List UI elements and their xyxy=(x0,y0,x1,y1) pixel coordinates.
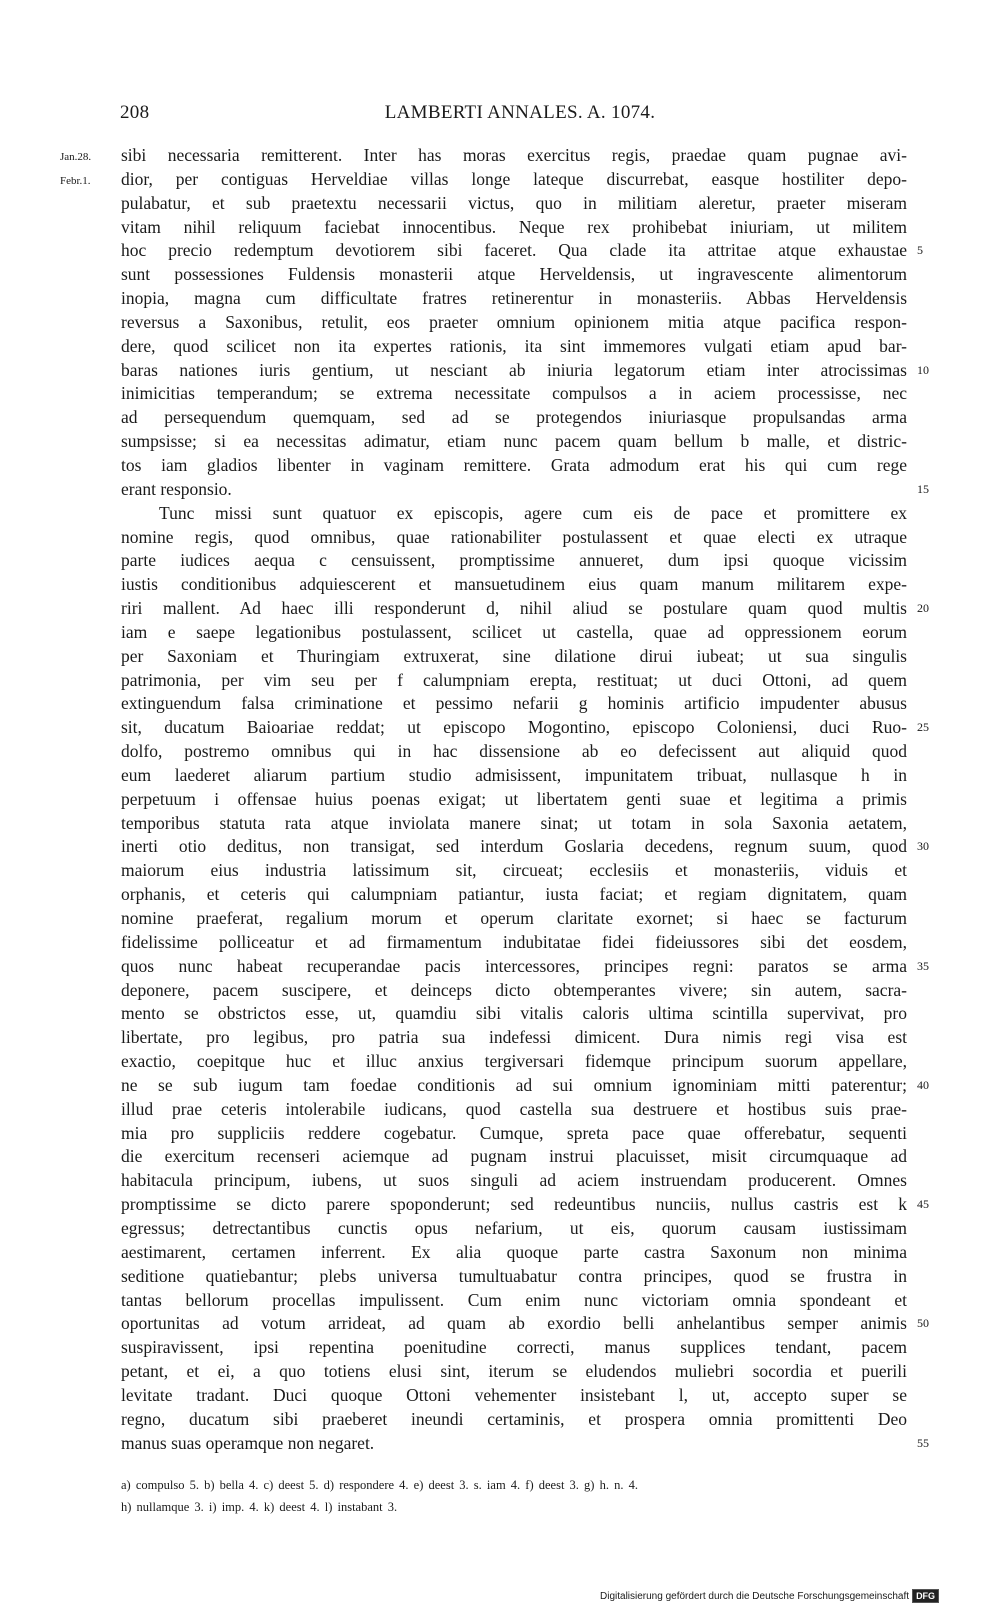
text-line xyxy=(121,597,929,621)
text-line xyxy=(121,955,929,979)
text-line xyxy=(121,478,929,502)
text-line xyxy=(121,526,907,550)
text-line-content: dolfo, postremo omnibus qui in hac dissensione ab eo defecissent aut aliquid quod xyxy=(121,741,907,762)
text-line xyxy=(121,1408,907,1432)
line-number: 20 xyxy=(917,601,929,616)
text-line-content: iustis conditionibus adquiescerent et mansuetudinem eius quam manum militarem expe- xyxy=(121,574,907,595)
text-line xyxy=(121,1074,929,1098)
text-line xyxy=(121,502,907,526)
text-line xyxy=(121,406,907,430)
text-line-content: maiorum eius industria latissimum sit, circueat; ecclesiis et monasteriis, viduis et xyxy=(121,860,907,881)
text-line xyxy=(121,1122,907,1146)
text-line-content: reversus a Saxonibus, retulit, eos praeter omnium opinionem mitia atque pacifica respon- xyxy=(121,311,907,332)
text-line-content: eum laederet aliarum partium studio admisissent, impunitatem tribuat, nullasque h in xyxy=(121,764,907,785)
text-line xyxy=(121,1026,907,1050)
text-line xyxy=(121,382,907,406)
text-line-content: erant responsio. xyxy=(121,478,232,499)
text-line-content: deponere, pacem suscipere, et deinceps dicto obtemperantes vivere; sin autem, sacra- xyxy=(121,979,907,1000)
text-line xyxy=(121,1145,907,1169)
text-line-content: iam e saepe legationibus postulassent, scilicet ut castella, quae ad oppressionem eorum xyxy=(121,621,907,642)
footnotes xyxy=(121,1474,911,1518)
margin-date: Jan.28. xyxy=(60,151,92,163)
text-line xyxy=(121,430,907,454)
text-line xyxy=(121,168,907,192)
line-number: 50 xyxy=(917,1316,929,1331)
text-line-content: perpetuum i offensae huius poenas exigat; ut libertatem genti suae et legitima a primis xyxy=(121,788,907,809)
text-line-content: pulabatur, et sub praetextu necessarii victus, quo in militiam aleretur, praeter miseram xyxy=(121,192,907,213)
text-line xyxy=(121,1169,907,1193)
text-line xyxy=(121,859,907,883)
running-header xyxy=(120,102,920,132)
line-number: 30 xyxy=(917,839,929,854)
text-line-content: tos iam gladios libenter in vaginam remittere. Grata admodum erat his qui cum rege xyxy=(121,454,907,475)
text-line xyxy=(121,192,907,216)
text-line-content: sunt possessiones Fuldensis monasterii atque Herveldensis, ut ingravescente alimentorum xyxy=(121,264,907,285)
text-line xyxy=(121,1193,929,1217)
text-line xyxy=(121,764,907,788)
line-number: 15 xyxy=(917,481,929,496)
text-line-content: sibi necessaria remitterent. Inter has moras exercitus regis, praedae quam pugnae avi- xyxy=(121,145,907,165)
text-line xyxy=(121,454,907,478)
text-line-content: fidelissime polliceatur et ad firmamentum indubitatae fidei fideiussores sibi det eosdem, xyxy=(121,931,907,952)
text-line-content: promptissime se dicto parere spoponderunt; sed redeuntibus nunciis, nullus castris est k xyxy=(121,1194,907,1215)
line-number: 55 xyxy=(917,1435,929,1450)
footnote-line: h) nullamque 3. i) imp. 4. k) deest 4. l) instabant 3. xyxy=(121,1500,398,1514)
text-line xyxy=(121,1432,929,1456)
text-line xyxy=(121,549,907,573)
text-line xyxy=(121,1217,907,1241)
text-line-content: baras nationes iuris gentium, ut nesciant ab iniuria legatorum etiam inter atrocissimas xyxy=(121,359,907,380)
text-line-content: extinguendum falsa criminatione et pessimo nefarii g hominis artificio impudenter abusus xyxy=(121,693,907,714)
text-line-content: hoc precio redemptum devotiorem sibi faceret. Qua clade ita attritae atque exhaustae xyxy=(121,240,907,261)
line-number: 10 xyxy=(917,362,929,377)
text-line-content: egressus; detrectantibus cunctis opus nefarium, ut eis, quorum causam iustissimam xyxy=(121,1217,907,1238)
text-line xyxy=(121,1336,907,1360)
text-line xyxy=(121,573,907,597)
text-line xyxy=(121,1312,929,1336)
text-line-content: illud prae ceteris intolerabile iudicans, quod castella sua destruere et hostibus suis prae- xyxy=(121,1098,907,1119)
text-line xyxy=(121,835,929,859)
line-number: 25 xyxy=(917,720,929,735)
text-line-content: ne se sub iugum tam foedae conditionis ad sui omnium ignominiam mitti paterentur; xyxy=(121,1074,907,1095)
line-number: 5 xyxy=(917,243,923,258)
text-line-content: per Saxoniam et Thuringiam extruxerat, sine dilatione dirui iubeat; ut sua singulis xyxy=(121,645,907,666)
text-line-content: ad persequendum quemquam, sed ad se protegendos iniuriasque propulsandas arma xyxy=(121,407,907,428)
text-line xyxy=(121,263,907,287)
text-line-content: riri mallent. Ad haec illi responderunt d, nihil aliud se postulare quam quod multis xyxy=(121,598,907,619)
text-line-content: aestimarent, certamen inferrent. Ex alia quoque parte castra Saxonum non minima xyxy=(121,1241,907,1262)
text-line xyxy=(121,692,907,716)
text-line-content: levitate tradant. Duci quoque Ottoni vehementer insistebant l, ut, accepto super se xyxy=(121,1384,907,1405)
main-text xyxy=(121,144,929,1455)
text-line-content: dior, per contiguas Herveldiae villas longe lateque discurrebat, easque hostiliter depo- xyxy=(121,168,907,189)
text-line xyxy=(121,812,907,836)
text-line-content: exactio, coepitque huc et illuc anxius tergiversari fidemque principum suorum appellare, xyxy=(121,1051,907,1072)
line-number: 40 xyxy=(917,1077,929,1092)
text-line-content: nomine praeferat, regalium morum et operum claritate exornet; si haec se facturum xyxy=(121,908,907,928)
dfg-logo: DFG xyxy=(912,1589,939,1603)
footer-credit xyxy=(600,1589,939,1603)
text-line xyxy=(121,1002,907,1026)
text-line-content: habitacula principum, iubens, ut suos singuli ad aciem instruendam producerent. Omnes xyxy=(121,1170,907,1191)
text-line-content: libertate, pro legibus, pro patria sua indefessi dimicent. Dura nimis regi visa est xyxy=(121,1027,907,1048)
text-line xyxy=(121,979,907,1003)
text-line xyxy=(121,1360,907,1384)
text-line-content: mento se obstrictos esse, ut, quamdiu sibi vitalis caloris ultima scintilla supervivat, pro xyxy=(121,1003,907,1024)
text-line-content: regno, ducatum sibi praeberet ineundi certaminis, et prospera omnia promittenti Deo xyxy=(121,1408,907,1429)
text-line-content: mia pro suppliciis reddere cogebatur. Cumque, spreta pace quae offerebatur, sequenti xyxy=(121,1122,907,1143)
text-line xyxy=(121,931,907,955)
text-line xyxy=(121,740,907,764)
text-line-content: inerti otio deditus, non transigat, sed interdum Goslaria decedens, regnum suum, quod xyxy=(121,836,907,857)
text-line xyxy=(121,287,907,311)
text-line-content: orphanis, et ceteris qui calumpniam patiantur, iusta faciat; et regiam dignitatem, quam xyxy=(121,884,907,905)
text-line xyxy=(121,1289,907,1313)
text-line-content: inimicitias temperandum; se extrema necessitate compulsos a in aciem processisse, nec xyxy=(121,383,907,404)
text-line xyxy=(121,335,907,359)
line-number: 35 xyxy=(917,958,929,973)
text-line xyxy=(121,311,907,335)
text-line-content: petant, et ei, a quo totiens elusi sint, iterum se eludendos muliebri socordia et puerili xyxy=(121,1361,907,1382)
footer-text: Digitalisierung gefördert durch die Deutsche Forschungsgemeinschaft xyxy=(600,1591,910,1602)
text-line-content: vitam nihil reliquum faciebat innocentibus. Neque rex prohibebat iniuriam, ut militem xyxy=(121,216,907,237)
text-line-content: manus suas operamque non negaret. xyxy=(121,1432,375,1453)
text-line-content: inopia, magna cum difficultate fratres retinerentur in monasteriis. Abbas Herveldensis xyxy=(121,288,907,309)
text-line xyxy=(121,907,907,931)
text-line xyxy=(121,669,907,693)
text-line xyxy=(121,359,929,383)
page-number: 208 xyxy=(120,102,150,123)
text-line xyxy=(121,216,907,240)
text-line-content: suspiravissent, ipsi repentina poenitudine correcti, manus supplices tendant, pacem xyxy=(121,1337,907,1358)
text-line xyxy=(121,645,907,669)
text-line-content: oportunitas ad votum arrideat, ad quam ab exordio belli anhelantibus semper animis xyxy=(121,1313,907,1334)
line-number: 45 xyxy=(917,1197,929,1212)
running-title: LAMBERTI ANNALES. A. 1074. xyxy=(384,102,656,123)
text-line xyxy=(121,1241,907,1265)
text-line xyxy=(121,1265,907,1289)
text-line xyxy=(121,1384,907,1408)
text-line-content: temporibus statuta rata atque inviolata manere sinat; ut totam in sola Saxonia aetatem, xyxy=(121,812,907,833)
text-line-content: sumpsisse; si ea necessitas adimatur, etiam nunc pacem quam bellum b malle, et distric- xyxy=(121,431,907,452)
text-line-content: tantas bellorum procellas impulissent. Cum enim nunc victoriam omnia spondeant et xyxy=(121,1289,907,1310)
text-line xyxy=(121,1050,907,1074)
footnote-line: a) compulso 5. b) bella 4. c) deest 5. d) respondere 4. e) deest 3. s. iam 4. f) deest 3. g) h. n. 4. xyxy=(121,1478,638,1492)
text-line-content: Tunc missi sunt quatuor ex episcopis, agere cum eis de pace et promittere ex xyxy=(159,502,907,523)
text-line-content: nomine regis, quod omnibus, quae rationabiliter postulassent et quae electi ex utraque xyxy=(121,526,907,547)
text-line-content: sit, ducatum Baioariae reddat; ut episcopo Mogontino, episcopo Coloniensi, duci Ruo- xyxy=(121,717,907,738)
text-line-content: seditione quatiebantur; plebs universa tumultuabatur contra principes, quod se frustra in xyxy=(121,1265,907,1286)
text-line-content: dere, quod scilicet non ita expertes rationis, ita sint immemores vulgati etiam apud bar- xyxy=(121,335,907,356)
text-line xyxy=(121,239,923,263)
text-line xyxy=(121,716,929,740)
text-line xyxy=(121,144,907,168)
text-line xyxy=(121,1098,907,1122)
text-line xyxy=(121,621,907,645)
margin-date: Febr.1. xyxy=(60,175,91,187)
text-line-content: patrimonia, per vim seu per f calumpniam erepta, restituat; ut duci Ottoni, ad quem xyxy=(121,669,907,690)
text-line xyxy=(121,788,907,812)
text-line-content: parte iudices aequa c censuissent, promptissime annueret, dum ipsi quoque vicissim xyxy=(121,550,907,571)
text-line-content: die exercitum recenseri aciemque ad pugnam instrui placuisset, misit circumquaque ad xyxy=(121,1146,907,1167)
text-line-content: quos nunc habeat recuperandae pacis intercessores, principes regni: paratos se arma xyxy=(121,955,907,976)
text-line xyxy=(121,883,907,907)
